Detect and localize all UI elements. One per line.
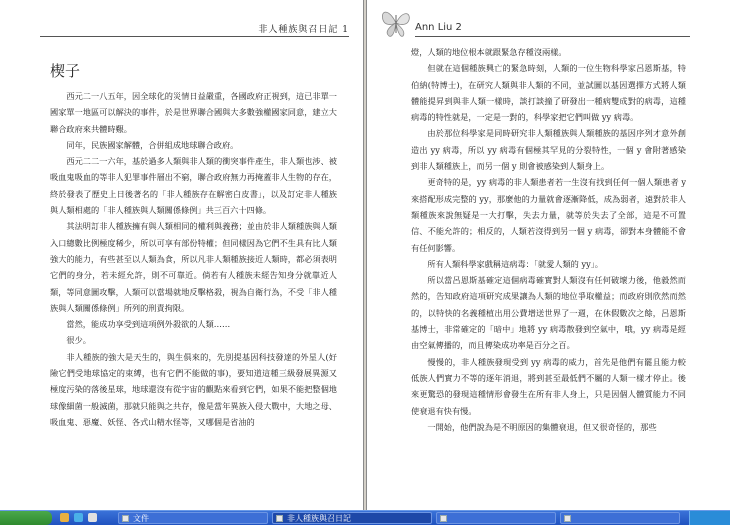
taskbar-button-label: 非人種族與召日記 — [287, 514, 351, 523]
paragraph: 慢慢的，非人種族發現受到 yy 病毒的威力，首先是他們有罷且能力較低族人們實力不等的逐年消退，將到甚至最低們不屬的人類一樣才停止。後來更驚恐的發現這種情形會發生在所有非人身上，只是因個人體質能力不同使衰退有快有慢。 — [411, 356, 686, 416]
taskbar-button-label: 文件 — [133, 514, 149, 523]
right-page — [366, 0, 730, 510]
paragraph: 一開始，他們說為是不明原因的集體衰退，但又很奇怪的，那些 — [427, 421, 657, 432]
page-body — [411, 44, 686, 435]
paragraph: 非人種族的強大是天生的，與生俱來的，先別提基因科技發達的外星人(好險它們受地球協定的束縛，也有它們不能做的事)，要知道這種三級發展異源又極度污染的落後星球，地球還沒有從宇宙的觀點來看到它們，如果不能把整個地球像細菌一般滅菌，那就只能與之共存，像是當年異族入侵大戰中，大地之母、吸血鬼、惡魔、妖怪、各式山精水怪等，又哪個是省油的 — [50, 351, 337, 427]
document-icon — [440, 515, 447, 522]
paragraph: 同年，民族國家解體，合併組成地球聯合政府。 — [66, 139, 239, 150]
document-icon — [276, 515, 283, 522]
paragraph: 燈，人類的地位根本就跟緊急存種沒兩樣。 — [411, 47, 567, 57]
paragraph: 很少。 — [66, 335, 91, 346]
document-icon — [122, 515, 129, 522]
paragraph: 更奇特的是，yy 病毒的非人類患者若一生沒有找到任何一個人類患者 y 來搭配形成完整的 yy，那麼他的力量就會逐漸降低，成為弱者，遠對於非人類種族來說無疑是一大打擊，失去力量，就等於失去了全部，這是不可置信、不能允許的；相反的，人類若沒得到另一個 y 病毒，卻對本身體能不會有任何影響。 — [411, 177, 686, 253]
taskbar-button[interactable] — [560, 512, 680, 524]
taskbar-button[interactable] — [436, 512, 556, 524]
header-rule — [40, 36, 349, 37]
paragraph: 西元二一八五年，因全球化的災情日益嚴重，各國政府正視到，這已非單一國家單一地區可以解決的事件，於是世界聯合國與大多數強權國家同意，建立大聯合政府來共體時艱。 — [50, 91, 337, 134]
paragraph: 所有人類科學家戲稱這病毒：「就愛人類的 yy」。 — [427, 258, 603, 269]
page-body — [50, 88, 337, 430]
paragraph: 當然，能成功享受到這項例外殺欲的人類…… — [66, 319, 231, 330]
system-tray[interactable] — [689, 511, 730, 525]
paragraph: 但就在這個種族興亡的緊急時刻，人類的一位生物科學家呂恩斯基，特伯納(特博士)，在研究人類與非人類的不同，並試圖以基因選擇方式將人類體能提昇到與非人類一樣時，談打談撞了研發出一種病雙成對的病毒，這種病毒的特性就是，一定是一對的，科學家把它們叫做 yy 病毒。 — [411, 63, 686, 123]
paragraph: 其法明訂非人種族擁有與人類相同的權利與義務；並由於非人類種族與人類入口總數比例極度稀少，所以可享有部份特權；但同樣因為它們不生具有比人類強大的能力，有些甚至以人類為食，所以凡非人類種族接近人類時，都必須表明它們的身分，若未經允許，則不可靠近。倘若有人種族未經告知身分就靠近人類，等同意圖攻擊，人類可以當場就地反擊格殺，視為自衛行為，不受「非人種族與人類關係條例」所列的刑責拘限。 — [50, 221, 337, 313]
running-header: 非人種族與召日記 1 — [258, 25, 349, 35]
taskbar — [0, 510, 730, 525]
chapter-title: 楔子 — [50, 62, 81, 80]
butterfly-icon — [379, 6, 413, 40]
quick-launch-icon[interactable] — [88, 513, 97, 522]
document-icon — [564, 515, 571, 522]
paragraph: 由於那位科學家是同時研究非人類種族與人類種族的基因序列才意外創造出 yy 病毒，所以 yy 病毒有個極其罕見的分裂特性，一個 y 會附著感染到非人類種族上，而另一個 y 則會被感染到人類身上。 — [411, 128, 686, 172]
start-button[interactable] — [0, 511, 52, 525]
running-header: Ann Liu 2 — [415, 22, 462, 33]
left-page — [0, 0, 364, 510]
quick-launch-icon[interactable] — [60, 513, 69, 522]
quick-launch-icon[interactable] — [74, 513, 83, 522]
header-rule — [415, 36, 690, 37]
taskbar-button[interactable] — [272, 512, 432, 524]
paragraph: 所以當呂恩斯基確定這個病毒確實對人類沒有任何破壞力後，他毅然而然的，告知政府這項研究成果讓為人類的地位爭取權益；而政府則欣然而然的，以特快的名義種植出用公費增送世界了一週，在休假數次之餘，呂恩斯基博士，非常確定的「暗中」地將 yy 病毒散發到空氣中，哦，yy 病毒是經由空氣傳播的，而且傳染成功率是百分之百。 — [411, 275, 686, 351]
paragraph: 西元二二一六年，基於過多人類與非人類的衝突事件產生，非人類也涉、被吸血鬼吸血的等非人犯罪事件層出不窮，聯合政府無力再掩蓋非人生物的存在，終於發表了歷史上日後著名的「非人種族存在解密白皮書」，以及訂定非人種族與人類相處的「非人種族與人類關係條例」共三百六十四條。 — [50, 156, 337, 216]
taskbar-button[interactable] — [118, 512, 268, 524]
